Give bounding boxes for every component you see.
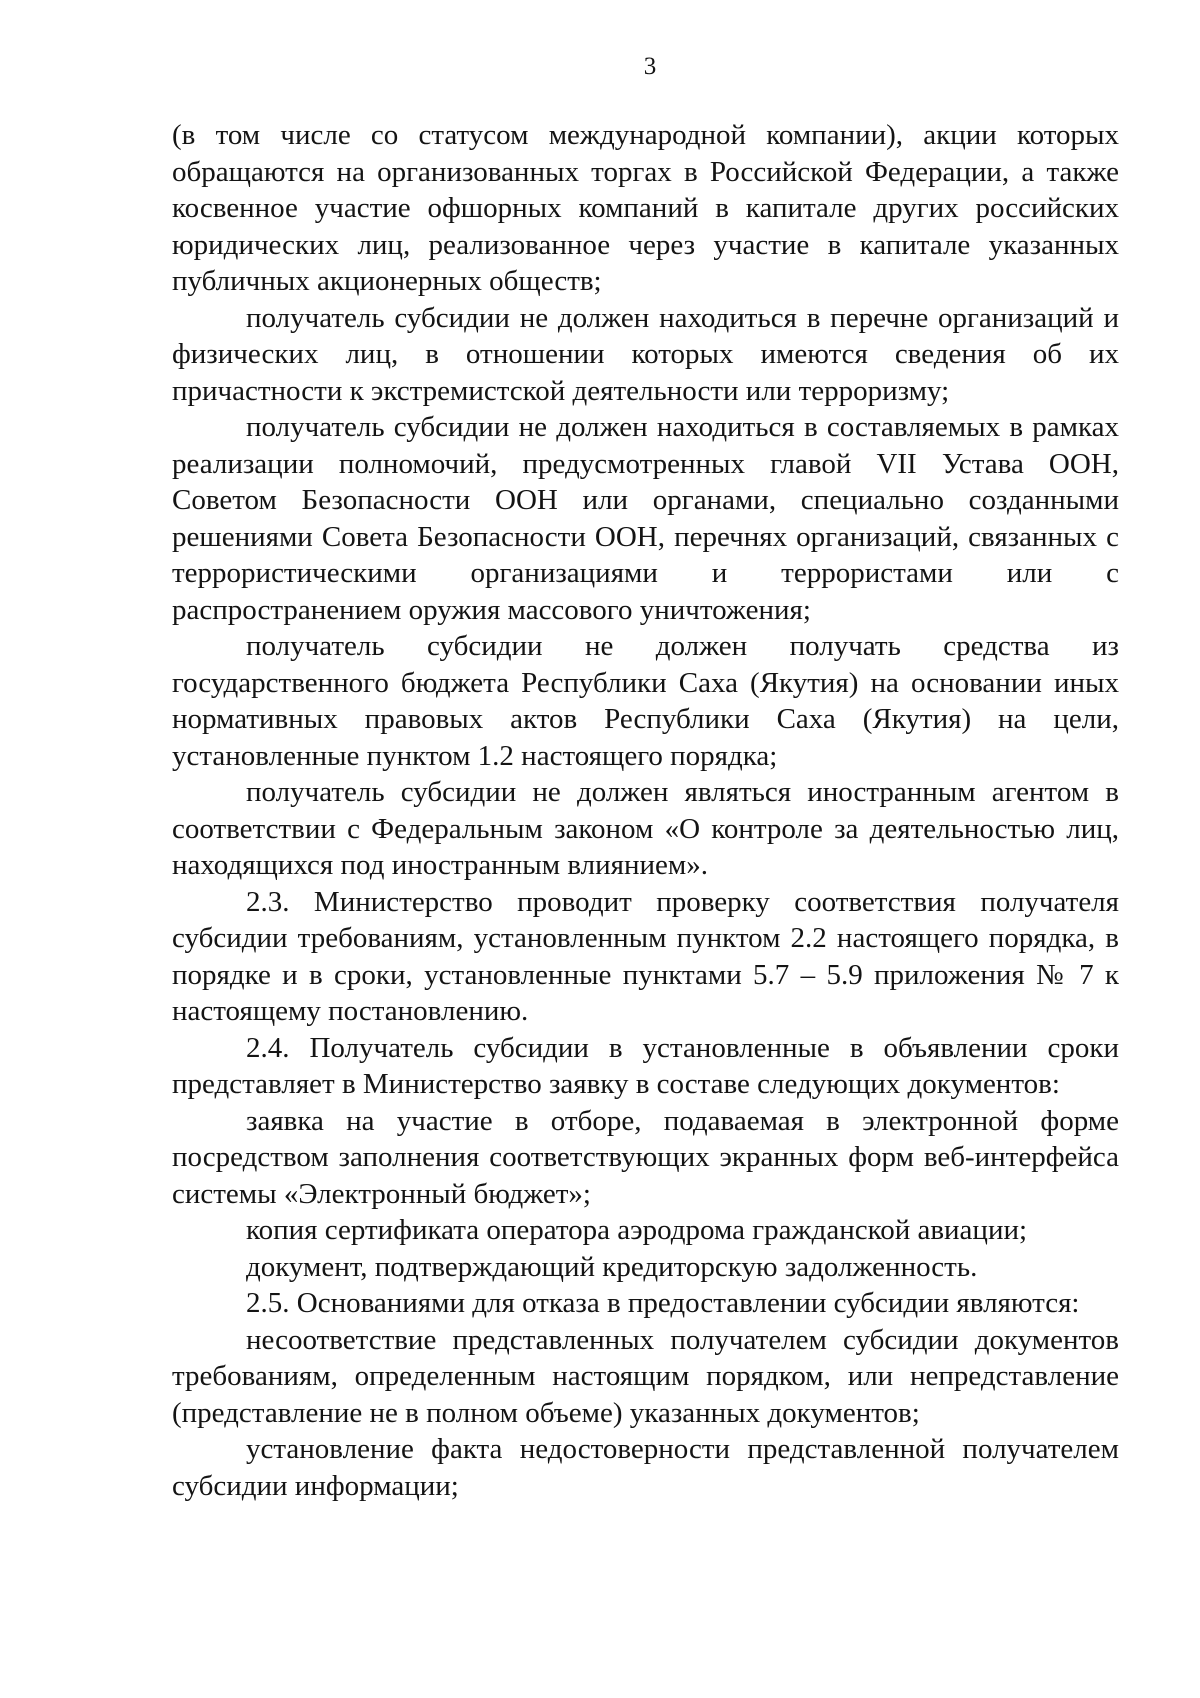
- paragraph: получатель субсидии не должен получать средства из государственного бюджета Республики Саха (Якутия) на основании иных нормативных правовых актов Республики Саха (Якутия) на цели, установленные пунктом 1.2 настоящего порядка;: [172, 630, 1119, 772]
- paragraph: получатель субсидии не должен являться иностранным агентом в соответствии с Федеральным законом «О контроле за деятельностью лиц, находящихся под иностранным влиянием».: [172, 776, 1119, 881]
- paragraph: получатель субсидии не должен находиться в перечне организаций и физических лиц, в отношении которых имеются сведения об их причастности к экстремистской деятельности или терроризму;: [172, 301, 1119, 407]
- paragraph: 2.4. Получатель субсидии в установленные в объявлении сроки представляет в Министерство заявку в составе следующих документов:: [172, 1031, 1119, 1100]
- page-number: 3: [643, 53, 657, 80]
- paragraph: 2.3. Министерство проводит проверку соответствия получателя субсидии требованиям, установленным пунктом 2.2 настоящего порядка, в порядке и в сроки, установленные пунктами 5.7 – 5.9 приложения № 7 к настоящему постановлению.: [172, 885, 1119, 1027]
- paragraph: документ, подтверждающий кредиторскую задолженность.: [246, 1250, 978, 1283]
- paragraph: установление факта недостоверности представленной получателем субсидии информации;: [172, 1433, 1119, 1502]
- paragraph: (в том числе со статусом международной компании), акции которых обращаются на организованных торгах в Российской Федерации, а также косвенное участие офшорных компаний в капитале других российских юридических лиц, реализованное через участие в капитале указанных публичных акционерных обществ;: [172, 119, 1119, 297]
- paragraph: копия сертификата оператора аэродрома гражданской авиации;: [246, 1214, 1028, 1246]
- paragraph: заявка на участие в отборе, подаваемая в электронной форме посредством заполнения соответствующих экранных форм веб-интерфейса системы «Электронный бюджет»;: [172, 1104, 1119, 1210]
- paragraph: 2.5. Основаниями для отказа в предоставлении субсидии являются:: [246, 1287, 1080, 1319]
- paragraph: несоответствие представленных получателем субсидии документов требованиям, определенным настоящим порядком, или непредставление (представление не в полном объеме) указанных документов;: [172, 1323, 1119, 1429]
- document-body: [172, 117, 1119, 1504]
- paragraph: получатель субсидии не должен находиться в составляемых в рамках реализации полномочий, предусмотренных главой VII Устава ООН, Советом Безопасности ООН или органами, специально созданными решениями Совета Безопасности ООН, перечнях организаций, связанных с террористическими организациями и террористами или с распространением оружия массового уничтожения;: [172, 411, 1119, 626]
